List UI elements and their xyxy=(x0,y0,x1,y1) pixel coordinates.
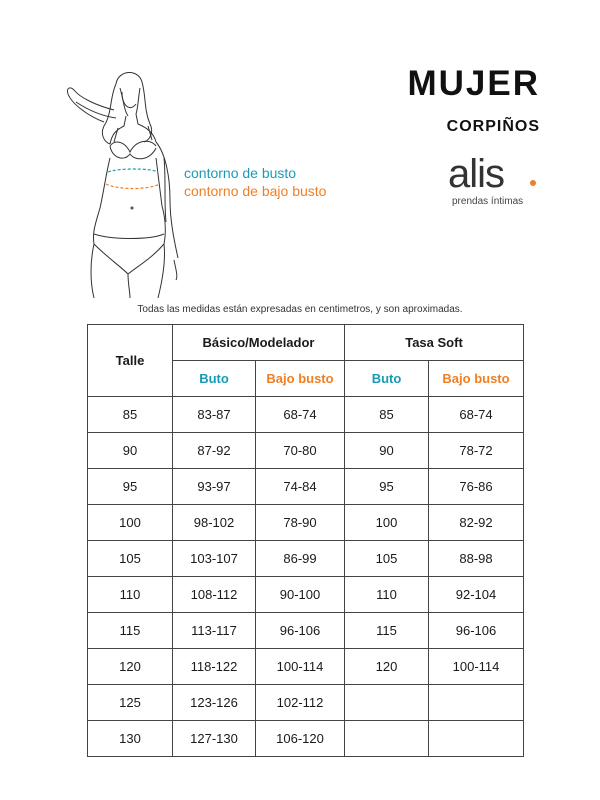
table-cell: 95 xyxy=(88,469,173,505)
table-cell: 127-130 xyxy=(173,721,256,757)
table-cell xyxy=(345,685,429,721)
table-cell: 102-112 xyxy=(256,685,345,721)
measurement-note: Todas las medidas están expresadas en centimetros, y son aproximadas. xyxy=(137,304,463,315)
header-basico-modelador: Básico/Modelador xyxy=(173,325,345,361)
table-row xyxy=(88,721,524,757)
table-cell: 106-120 xyxy=(256,721,345,757)
table-cell xyxy=(345,721,429,757)
table-cell: 115 xyxy=(88,613,173,649)
table-cell xyxy=(429,721,524,757)
table-row xyxy=(88,505,524,541)
table-cell: 87-92 xyxy=(173,433,256,469)
table-cell: 118-122 xyxy=(173,649,256,685)
table-row xyxy=(88,397,524,433)
table-cell: 100 xyxy=(345,505,429,541)
table-cell: 98-102 xyxy=(173,505,256,541)
size-table xyxy=(87,324,524,757)
table-cell: 88-98 xyxy=(429,541,524,577)
table-cell: 85 xyxy=(88,397,173,433)
table-cell: 115 xyxy=(345,613,429,649)
table-cell: 100-114 xyxy=(429,649,524,685)
header-tasa-soft: Tasa Soft xyxy=(345,325,524,361)
table-cell: 92-104 xyxy=(429,577,524,613)
page-subtitle: CORPIÑOS xyxy=(446,118,540,135)
table-cell: 110 xyxy=(345,577,429,613)
legend-bust: contorno de busto xyxy=(184,165,297,181)
page-title: MUJER xyxy=(407,64,540,103)
subheader-busto: Buto xyxy=(345,361,429,397)
table-cell: 103-107 xyxy=(173,541,256,577)
table-cell: 86-99 xyxy=(256,541,345,577)
table-cell: 78-90 xyxy=(256,505,345,541)
table-row xyxy=(88,649,524,685)
table-cell: 96-106 xyxy=(429,613,524,649)
table-cell xyxy=(429,685,524,721)
table-cell: 100-114 xyxy=(256,649,345,685)
table-cell: 100 xyxy=(88,505,173,541)
table-cell: 76-86 xyxy=(429,469,524,505)
body-figure-illustration xyxy=(58,62,188,298)
table-cell: 83-87 xyxy=(173,397,256,433)
brand-logo xyxy=(448,152,548,212)
legend-underbust: contorno de bajo busto xyxy=(184,183,327,199)
logo-tagline: prendas íntimas xyxy=(452,196,524,207)
table-cell: 96-106 xyxy=(256,613,345,649)
table-cell: 108-112 xyxy=(173,577,256,613)
table-cell: 123-126 xyxy=(173,685,256,721)
table-cell: 93-97 xyxy=(173,469,256,505)
table-cell: 90 xyxy=(345,433,429,469)
subheader-bajo-busto: Bajo busto xyxy=(256,361,345,397)
subheader-bajo-busto: Bajo busto xyxy=(429,361,524,397)
table-cell: 78-72 xyxy=(429,433,524,469)
table-row xyxy=(88,613,524,649)
table-cell: 90 xyxy=(88,433,173,469)
table-cell: 120 xyxy=(345,649,429,685)
subheader-busto: Buto xyxy=(173,361,256,397)
logo-dot-icon xyxy=(530,180,536,186)
table-row xyxy=(88,433,524,469)
table-cell: 105 xyxy=(345,541,429,577)
table-cell: 105 xyxy=(88,541,173,577)
table-cell: 85 xyxy=(345,397,429,433)
table-cell: 130 xyxy=(88,721,173,757)
table-cell: 120 xyxy=(88,649,173,685)
table-row xyxy=(88,469,524,505)
logo-wordmark: alis xyxy=(448,152,505,196)
measurement-legend xyxy=(184,164,326,200)
table-cell: 90-100 xyxy=(256,577,345,613)
table-cell: 125 xyxy=(88,685,173,721)
table-cell: 74-84 xyxy=(256,469,345,505)
table-row xyxy=(88,541,524,577)
table-row xyxy=(88,685,524,721)
table-cell: 95 xyxy=(345,469,429,505)
table-cell: 113-117 xyxy=(173,613,256,649)
table-header-row xyxy=(88,325,524,361)
table-cell: 110 xyxy=(88,577,173,613)
header-talle: Talle xyxy=(88,325,173,397)
table-cell: 70-80 xyxy=(256,433,345,469)
table-row xyxy=(88,577,524,613)
table-cell: 82-92 xyxy=(429,505,524,541)
table-cell: 68-74 xyxy=(256,397,345,433)
table-cell: 68-74 xyxy=(429,397,524,433)
